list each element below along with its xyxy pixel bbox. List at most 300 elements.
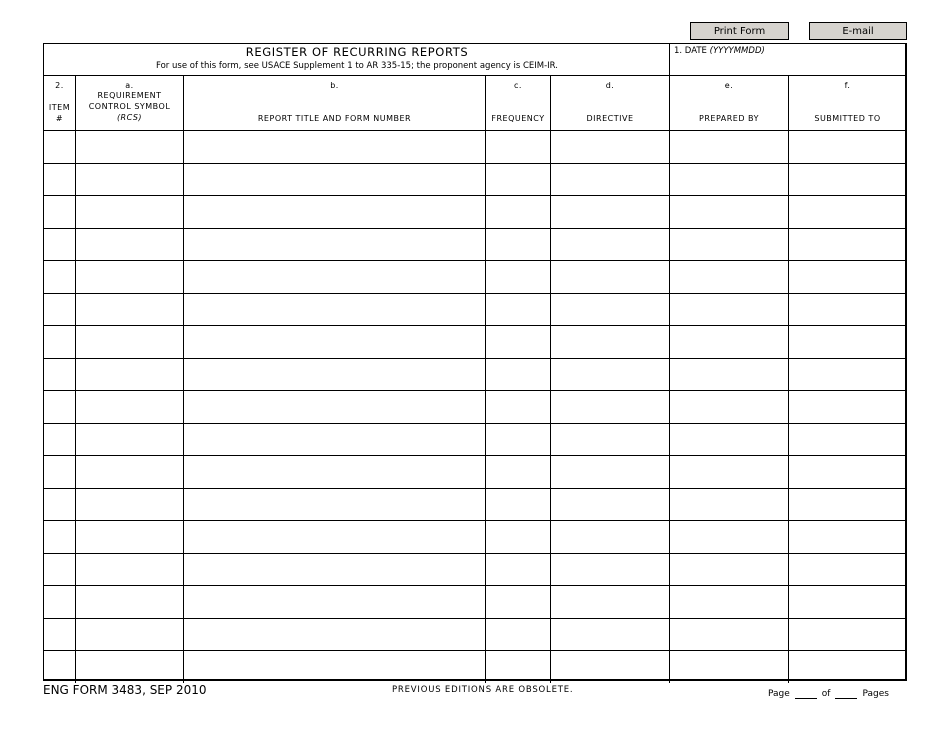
cell-title	[184, 586, 486, 618]
cell-title	[184, 489, 486, 521]
title-input[interactable]	[184, 229, 485, 261]
title-block	[44, 44, 670, 76]
cell-item	[44, 164, 76, 196]
cell-frequency	[486, 229, 551, 261]
column-header-frequency	[486, 76, 551, 130]
cell-rcs	[76, 164, 184, 196]
prepared-input[interactable]	[670, 619, 788, 651]
item-input[interactable]	[44, 294, 75, 326]
cell-directive	[551, 651, 670, 683]
cell-title	[184, 651, 486, 683]
title-input[interactable]	[184, 586, 485, 618]
cell-item	[44, 586, 76, 618]
frequency-input[interactable]	[486, 326, 550, 358]
cell-rcs	[76, 229, 184, 261]
column-letter: b.	[330, 81, 339, 90]
cell-directive	[551, 521, 670, 553]
frequency-input[interactable]	[486, 164, 550, 196]
cell-rcs	[76, 424, 184, 456]
frequency-input[interactable]	[486, 651, 550, 683]
column-label-line: CONTROL SYMBOL	[88, 102, 171, 111]
column-label: PREPARED BY	[699, 114, 759, 123]
prepared-input[interactable]	[670, 586, 788, 618]
cell-submitted	[789, 619, 906, 651]
prepared-input[interactable]	[670, 326, 788, 358]
cell-submitted	[789, 261, 906, 293]
cell-title	[184, 521, 486, 553]
directive-input[interactable]	[551, 131, 669, 163]
cell-frequency	[486, 359, 551, 391]
email-button[interactable]: E-mail	[809, 22, 907, 40]
prepared-input[interactable]	[670, 456, 788, 488]
item-input[interactable]	[44, 489, 75, 521]
column-header-prepared-by	[670, 76, 789, 130]
title-input[interactable]	[184, 391, 485, 423]
cell-frequency	[486, 294, 551, 326]
cell-rcs	[76, 261, 184, 293]
prepared-input[interactable]	[670, 424, 788, 456]
report-table-body	[44, 130, 905, 683]
prepared-input[interactable]	[670, 261, 788, 293]
column-label	[44, 102, 75, 124]
title-input[interactable]	[184, 489, 485, 521]
item-input[interactable]	[44, 391, 75, 423]
cell-frequency	[486, 586, 551, 618]
rcs-input[interactable]	[76, 196, 183, 228]
cell-directive	[551, 131, 670, 163]
cell-directive	[551, 196, 670, 228]
cell-submitted	[789, 391, 906, 423]
cell-frequency	[486, 554, 551, 586]
column-label	[76, 90, 183, 123]
table-row	[44, 293, 905, 326]
rcs-input[interactable]	[76, 164, 183, 196]
frequency-input[interactable]	[486, 229, 550, 261]
item-input[interactable]	[44, 619, 75, 651]
cell-submitted	[789, 229, 906, 261]
cell-submitted	[789, 131, 906, 163]
title-input[interactable]	[184, 456, 485, 488]
cell-item	[44, 359, 76, 391]
cell-directive	[551, 619, 670, 651]
cell-prepared	[670, 619, 789, 651]
cell-submitted	[789, 424, 906, 456]
title-input[interactable]	[184, 326, 485, 358]
prepared-input[interactable]	[670, 359, 788, 391]
frequency-input[interactable]	[486, 131, 550, 163]
directive-input[interactable]	[551, 521, 669, 553]
submitted-input[interactable]	[789, 294, 906, 326]
directive-input[interactable]	[551, 164, 669, 196]
cell-rcs	[76, 326, 184, 358]
cell-directive	[551, 391, 670, 423]
column-label: REPORT TITLE AND FORM NUMBER	[257, 114, 412, 123]
column-label-line: #	[55, 114, 64, 123]
cell-rcs	[76, 196, 184, 228]
cell-title	[184, 229, 486, 261]
cell-title	[184, 619, 486, 651]
submitted-input[interactable]	[789, 521, 906, 553]
prepared-input[interactable]	[670, 489, 788, 521]
cell-rcs	[76, 456, 184, 488]
directive-input[interactable]	[551, 261, 669, 293]
cell-frequency	[486, 164, 551, 196]
form-number: ENG FORM 3483, SEP 2010	[43, 683, 207, 697]
rcs-input[interactable]	[76, 619, 183, 651]
rcs-input[interactable]	[76, 261, 183, 293]
cell-title	[184, 456, 486, 488]
prepared-input[interactable]	[670, 164, 788, 196]
cell-frequency	[486, 489, 551, 521]
rcs-input[interactable]	[76, 391, 183, 423]
frequency-input[interactable]	[486, 489, 550, 521]
directive-input[interactable]	[551, 196, 669, 228]
table-row	[44, 520, 905, 553]
cell-frequency	[486, 651, 551, 683]
prepared-input[interactable]	[670, 521, 788, 553]
column-header-item	[44, 76, 76, 130]
cell-prepared	[670, 554, 789, 586]
cell-directive	[551, 554, 670, 586]
rcs-input[interactable]	[76, 651, 183, 683]
cell-prepared	[670, 131, 789, 163]
rcs-input[interactable]	[76, 359, 183, 391]
frequency-input[interactable]	[486, 359, 550, 391]
frequency-input[interactable]	[486, 456, 550, 488]
cell-title	[184, 391, 486, 423]
cell-rcs	[76, 586, 184, 618]
cell-title	[184, 359, 486, 391]
prepared-input[interactable]	[670, 294, 788, 326]
cell-frequency	[486, 261, 551, 293]
title-input[interactable]	[184, 424, 485, 456]
cell-frequency	[486, 424, 551, 456]
cell-prepared	[670, 359, 789, 391]
title-input[interactable]	[184, 554, 485, 586]
cell-title	[184, 424, 486, 456]
item-input[interactable]	[44, 521, 75, 553]
table-row	[44, 325, 905, 358]
submitted-input[interactable]	[789, 586, 906, 618]
submitted-input[interactable]	[789, 359, 906, 391]
item-input[interactable]	[44, 261, 75, 293]
directive-input[interactable]	[551, 619, 669, 651]
submitted-input[interactable]	[789, 326, 906, 358]
rcs-input[interactable]	[76, 489, 183, 521]
cell-item	[44, 651, 76, 683]
submitted-input[interactable]	[789, 554, 906, 586]
cell-frequency	[486, 196, 551, 228]
item-input[interactable]	[44, 196, 75, 228]
prepared-input[interactable]	[670, 554, 788, 586]
cell-prepared	[670, 586, 789, 618]
directive-input[interactable]	[551, 489, 669, 521]
submitted-input[interactable]	[789, 164, 906, 196]
cell-submitted	[789, 326, 906, 358]
cell-directive	[551, 294, 670, 326]
column-header-rcs	[76, 76, 184, 130]
title-input[interactable]	[184, 196, 485, 228]
cell-prepared	[670, 424, 789, 456]
cell-title	[184, 294, 486, 326]
prepared-input[interactable]	[670, 229, 788, 261]
cell-directive	[551, 164, 670, 196]
rcs-input[interactable]	[76, 424, 183, 456]
rcs-input[interactable]	[76, 586, 183, 618]
cell-rcs	[76, 521, 184, 553]
cell-prepared	[670, 196, 789, 228]
cell-item	[44, 489, 76, 521]
cell-item	[44, 229, 76, 261]
page-count	[768, 688, 889, 699]
prepared-input[interactable]	[670, 196, 788, 228]
cell-item	[44, 326, 76, 358]
frequency-input[interactable]	[486, 391, 550, 423]
cell-rcs	[76, 651, 184, 683]
cell-item	[44, 261, 76, 293]
rcs-input[interactable]	[76, 326, 183, 358]
cell-rcs	[76, 131, 184, 163]
column-header-submitted-to	[789, 76, 906, 130]
column-label: SUBMITTED TO	[814, 114, 881, 123]
form-title: REGISTER OF RECURRING REPORTS	[245, 45, 469, 59]
cell-prepared	[670, 521, 789, 553]
submitted-input[interactable]	[789, 489, 906, 521]
of-label: of	[821, 689, 831, 699]
column-label-line: (RCS)	[116, 113, 143, 122]
item-input[interactable]	[44, 651, 75, 683]
column-label: FREQUENCY	[491, 114, 545, 123]
column-label-line: REQUIREMENT	[97, 91, 162, 100]
cell-rcs	[76, 391, 184, 423]
frequency-input[interactable]	[486, 424, 550, 456]
directive-input[interactable]	[551, 586, 669, 618]
cell-directive	[551, 359, 670, 391]
cell-prepared	[670, 489, 789, 521]
cell-prepared	[670, 229, 789, 261]
table-row	[44, 130, 905, 163]
cell-directive	[551, 489, 670, 521]
title-input[interactable]	[184, 359, 485, 391]
directive-input[interactable]	[551, 359, 669, 391]
item-input[interactable]	[44, 586, 75, 618]
table-row	[44, 228, 905, 261]
prepared-input[interactable]	[670, 651, 788, 683]
submitted-input[interactable]	[789, 619, 906, 651]
item-input[interactable]	[44, 131, 75, 163]
title-input[interactable]	[184, 131, 485, 163]
item-input[interactable]	[44, 424, 75, 456]
date-input[interactable]	[674, 58, 908, 74]
page-label: Page	[768, 689, 790, 699]
column-letter: c.	[514, 81, 522, 90]
cell-submitted	[789, 586, 906, 618]
cell-submitted	[789, 554, 906, 586]
cell-frequency	[486, 131, 551, 163]
item-input[interactable]	[44, 456, 75, 488]
column-header-title	[184, 76, 486, 130]
column-letter: e.	[724, 81, 734, 90]
table-row	[44, 488, 905, 521]
table-row	[44, 585, 905, 618]
frequency-input[interactable]	[486, 554, 550, 586]
column-label: DIRECTIVE	[586, 114, 634, 123]
cell-rcs	[76, 554, 184, 586]
prepared-input[interactable]	[670, 391, 788, 423]
cell-submitted	[789, 651, 906, 683]
cell-prepared	[670, 326, 789, 358]
cell-item	[44, 131, 76, 163]
frequency-input[interactable]	[486, 586, 550, 618]
rcs-input[interactable]	[76, 131, 183, 163]
table-row	[44, 260, 905, 293]
title-input[interactable]	[184, 164, 485, 196]
submitted-input[interactable]	[789, 196, 906, 228]
cell-item	[44, 391, 76, 423]
rcs-input[interactable]	[76, 554, 183, 586]
directive-input[interactable]	[551, 294, 669, 326]
cell-item	[44, 554, 76, 586]
rcs-input[interactable]	[76, 294, 183, 326]
obsolete-notice: PREVIOUS EDITIONS ARE OBSOLETE.	[392, 685, 574, 695]
rcs-input[interactable]	[76, 521, 183, 553]
item-input[interactable]	[44, 359, 75, 391]
cell-frequency	[486, 521, 551, 553]
cell-rcs	[76, 359, 184, 391]
title-input[interactable]	[184, 294, 485, 326]
table-row	[44, 390, 905, 423]
cell-submitted	[789, 196, 906, 228]
cell-prepared	[670, 164, 789, 196]
cell-submitted	[789, 164, 906, 196]
cell-item	[44, 196, 76, 228]
print-form-button[interactable]: Print Form	[690, 22, 789, 40]
cell-rcs	[76, 619, 184, 651]
cell-directive	[551, 261, 670, 293]
directive-input[interactable]	[551, 391, 669, 423]
submitted-input[interactable]	[789, 456, 906, 488]
cell-prepared	[670, 391, 789, 423]
prepared-input[interactable]	[670, 131, 788, 163]
directive-input[interactable]	[551, 326, 669, 358]
table-row	[44, 423, 905, 456]
title-input[interactable]	[184, 619, 485, 651]
title-input[interactable]	[184, 261, 485, 293]
table-row	[44, 195, 905, 228]
cell-title	[184, 261, 486, 293]
cell-frequency	[486, 456, 551, 488]
cell-prepared	[670, 294, 789, 326]
cell-item	[44, 294, 76, 326]
cell-rcs	[76, 294, 184, 326]
cell-frequency	[486, 619, 551, 651]
column-letter: d.	[605, 81, 615, 90]
cell-item	[44, 424, 76, 456]
table-row	[44, 650, 905, 683]
cell-title	[184, 164, 486, 196]
frequency-input[interactable]	[486, 196, 550, 228]
column-letter: 2.	[55, 81, 64, 90]
cell-directive	[551, 586, 670, 618]
submitted-input[interactable]	[789, 424, 906, 456]
cell-frequency	[486, 326, 551, 358]
cell-submitted	[789, 456, 906, 488]
cell-title	[184, 131, 486, 163]
title-input[interactable]	[184, 651, 485, 683]
submitted-input[interactable]	[789, 131, 906, 163]
submitted-input[interactable]	[789, 229, 906, 261]
rcs-input[interactable]	[76, 456, 183, 488]
cell-prepared	[670, 456, 789, 488]
cell-directive	[551, 229, 670, 261]
total-pages-field[interactable]	[835, 688, 857, 699]
cell-directive	[551, 326, 670, 358]
directive-input[interactable]	[551, 456, 669, 488]
column-letter: a.	[125, 81, 134, 90]
item-input[interactable]	[44, 229, 75, 261]
title-input[interactable]	[184, 521, 485, 553]
directive-input[interactable]	[551, 229, 669, 261]
column-header-directive	[551, 76, 670, 130]
table-row	[44, 618, 905, 651]
directive-input[interactable]	[551, 651, 669, 683]
cell-directive	[551, 456, 670, 488]
submitted-input[interactable]	[789, 261, 906, 293]
cell-item	[44, 521, 76, 553]
table-row	[44, 358, 905, 391]
frequency-input[interactable]	[486, 261, 550, 293]
cell-item	[44, 619, 76, 651]
cell-submitted	[789, 294, 906, 326]
pages-label: Pages	[862, 689, 889, 699]
page-number-field[interactable]	[795, 688, 817, 699]
cell-frequency	[486, 391, 551, 423]
rcs-input[interactable]	[76, 229, 183, 261]
cell-rcs	[76, 489, 184, 521]
submitted-input[interactable]	[789, 651, 906, 683]
date-label	[674, 46, 765, 56]
cell-title	[184, 554, 486, 586]
form-subtitle: For use of this form, see USACE Supplement 1 to AR 335-15; the proponent agency is CEIM-IR.	[156, 61, 558, 71]
directive-input[interactable]	[551, 424, 669, 456]
cell-submitted	[789, 359, 906, 391]
item-input[interactable]	[44, 326, 75, 358]
form-frame	[43, 43, 907, 681]
cell-submitted	[789, 521, 906, 553]
cell-submitted	[789, 489, 906, 521]
cell-item	[44, 456, 76, 488]
table-row	[44, 553, 905, 586]
item-input[interactable]	[44, 164, 75, 196]
column-label-line: ITEM	[48, 103, 71, 112]
frequency-input[interactable]	[486, 619, 550, 651]
cell-directive	[551, 424, 670, 456]
column-letter: f.	[844, 81, 851, 90]
frequency-input[interactable]	[486, 521, 550, 553]
item-input[interactable]	[44, 554, 75, 586]
cell-prepared	[670, 651, 789, 683]
date-label-text: 1. DATE	[674, 46, 707, 56]
table-row	[44, 163, 905, 196]
frequency-input[interactable]	[486, 294, 550, 326]
cell-title	[184, 326, 486, 358]
table-row	[44, 455, 905, 488]
directive-input[interactable]	[551, 554, 669, 586]
date-block	[670, 44, 905, 76]
cell-prepared	[670, 261, 789, 293]
submitted-input[interactable]	[789, 391, 906, 423]
date-format-hint: (YYYYMMDD)	[709, 46, 765, 56]
